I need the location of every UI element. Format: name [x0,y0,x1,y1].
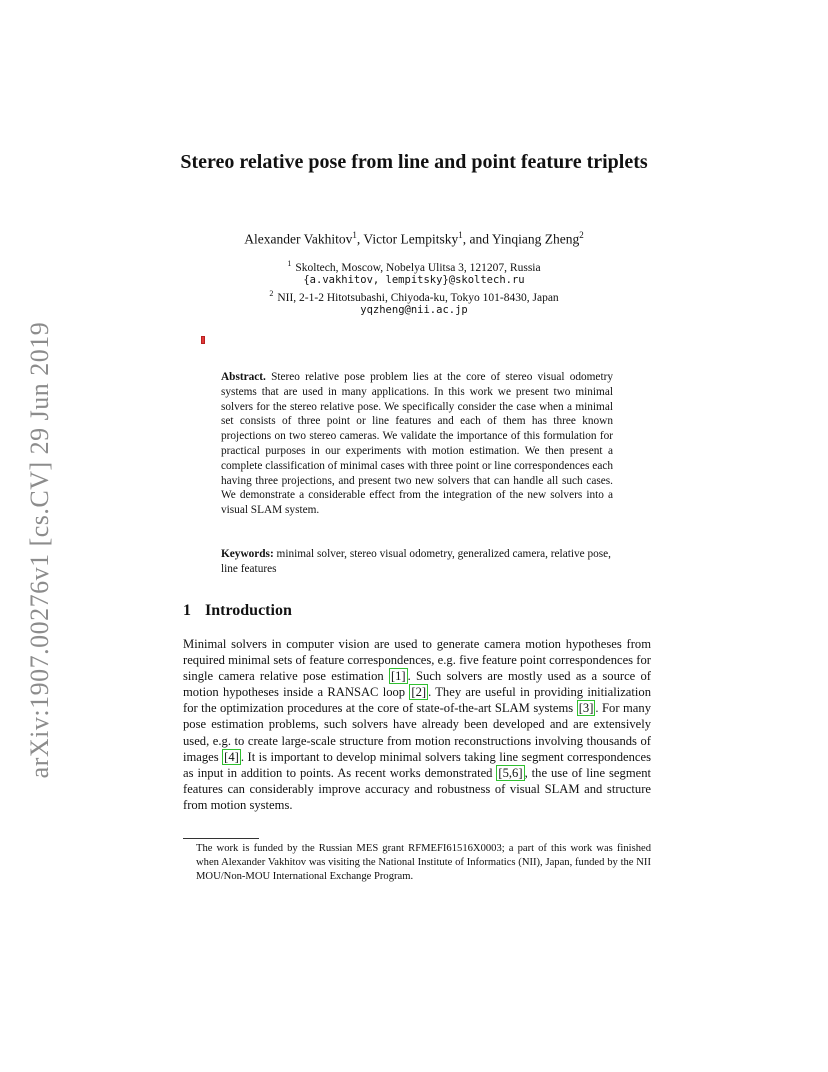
section-heading [183,602,292,620]
author-name: Yinqiang Zheng [491,231,580,247]
citation-link[interactable]: [3] [578,701,594,716]
link-marker [201,336,205,344]
citation-link[interactable]: [5,6] [498,765,523,780]
author-affiliation-mark: 1 [352,230,357,240]
footnote-divider [183,838,259,839]
body-text-run: . It is important to develop minimal solvers taking line segment correspondences as input in addition to points. As recent works demonstrated [183,749,651,780]
abstract [221,370,613,518]
section-number: 1 [183,602,191,619]
affiliation-2-email [160,304,668,316]
affiliation-1-email [160,274,668,286]
author-affiliation-mark: 2 [579,230,584,240]
body-text-run: Minimal solvers in computer vision are used to generate camera motion hypotheses from required minimal sets of feature correspondences, e.g. five feature point correspondences for single camera relative pose estimation [183,637,651,684]
affiliation-text: Skoltech, Moscow, Nobelya Ulitsa 3, 121207, Russia [295,261,541,274]
abstract-label: Abstract. [221,371,266,383]
body-text-run: , the use of line segment features can considerably improve accuracy and robustness of visual SLAM and structure from motion systems. [183,765,651,812]
email-address[interactable]: {a.vakhitov, lempitsky}@skoltech.ru [303,274,525,286]
body-text-run: . They are useful in providing initialization for the optimization procedures at the core of state-of-the-art SLAM systems [183,685,651,716]
author-separator: , [356,231,364,247]
body-text-run: . For many pose estimation problems, such solvers have already been developed and are extensively used, e.g. to create large-scale structure from motion reconstructions involving thousands of images [183,701,651,764]
author-name: Victor Lempitsky [363,231,459,247]
affiliation-mark: 2 [269,289,274,298]
citation-link[interactable]: [4] [224,749,239,764]
body-text-run: . Such solvers are mostly used as a source of motion hypotheses inside a RANSAC loop [183,669,651,700]
arxiv-identifier-stamp: arXiv:1907.00276v1 [cs.CV] 29 Jun 2019 [25,321,54,779]
citation-link[interactable]: [2] [411,685,427,700]
author-name: Alexander Vakhitov [244,231,353,247]
author-affiliation-mark: 1 [458,230,463,240]
paper-title: Stereo relative pose from line and point feature triplets [180,151,648,173]
section-title: Introduction [205,602,292,619]
introduction-paragraph [183,636,651,813]
affiliation-mark: 1 [287,259,292,268]
abstract-text: Stereo relative pose problem lies at the core of stereo visual odometry systems that are used in many applications. In this work we present two minimal solvers for the stereo relative pose. We specifically consider the case when a minimal set consists of three point or line features and each of them has three known projections on two stereo cameras. We validate the importance of this formulation for practical purposes in our experiments with motion estimation. We then present a complete classification of minimal cases with three point or line correspondences each having three projections, and present two new solvers that can handle all such cases. We demonstrate a considerable effect from the integration of the new solvers into a visual SLAM system. [221,371,613,517]
affiliation-2 [160,289,668,304]
keywords-text: minimal solver, stereo visual odometry, generalized camera, relative pose, line features [221,548,612,575]
keywords [221,547,613,577]
email-address[interactable]: yqzheng@nii.ac.jp [360,304,468,316]
author-list [160,230,668,248]
citation-link[interactable]: [1] [390,669,406,684]
footnote: The work is funded by the Russian MES grant RFMEFI61516X0003; a part of this work was finished when Alexander Vakhitov was visiting the National Institute of Informatics (NII), Japan, funded by the NII MOU/Non-MOU International Exchange Program. [196,843,651,883]
author-separator: , and [462,231,492,247]
keywords-label: Keywords: [221,548,274,560]
affiliation-text: NII, 2-1-2 Hitotsubashi, Chiyoda-ku, Tokyo 101-8430, Japan [277,291,559,304]
affiliation-1 [160,259,668,274]
